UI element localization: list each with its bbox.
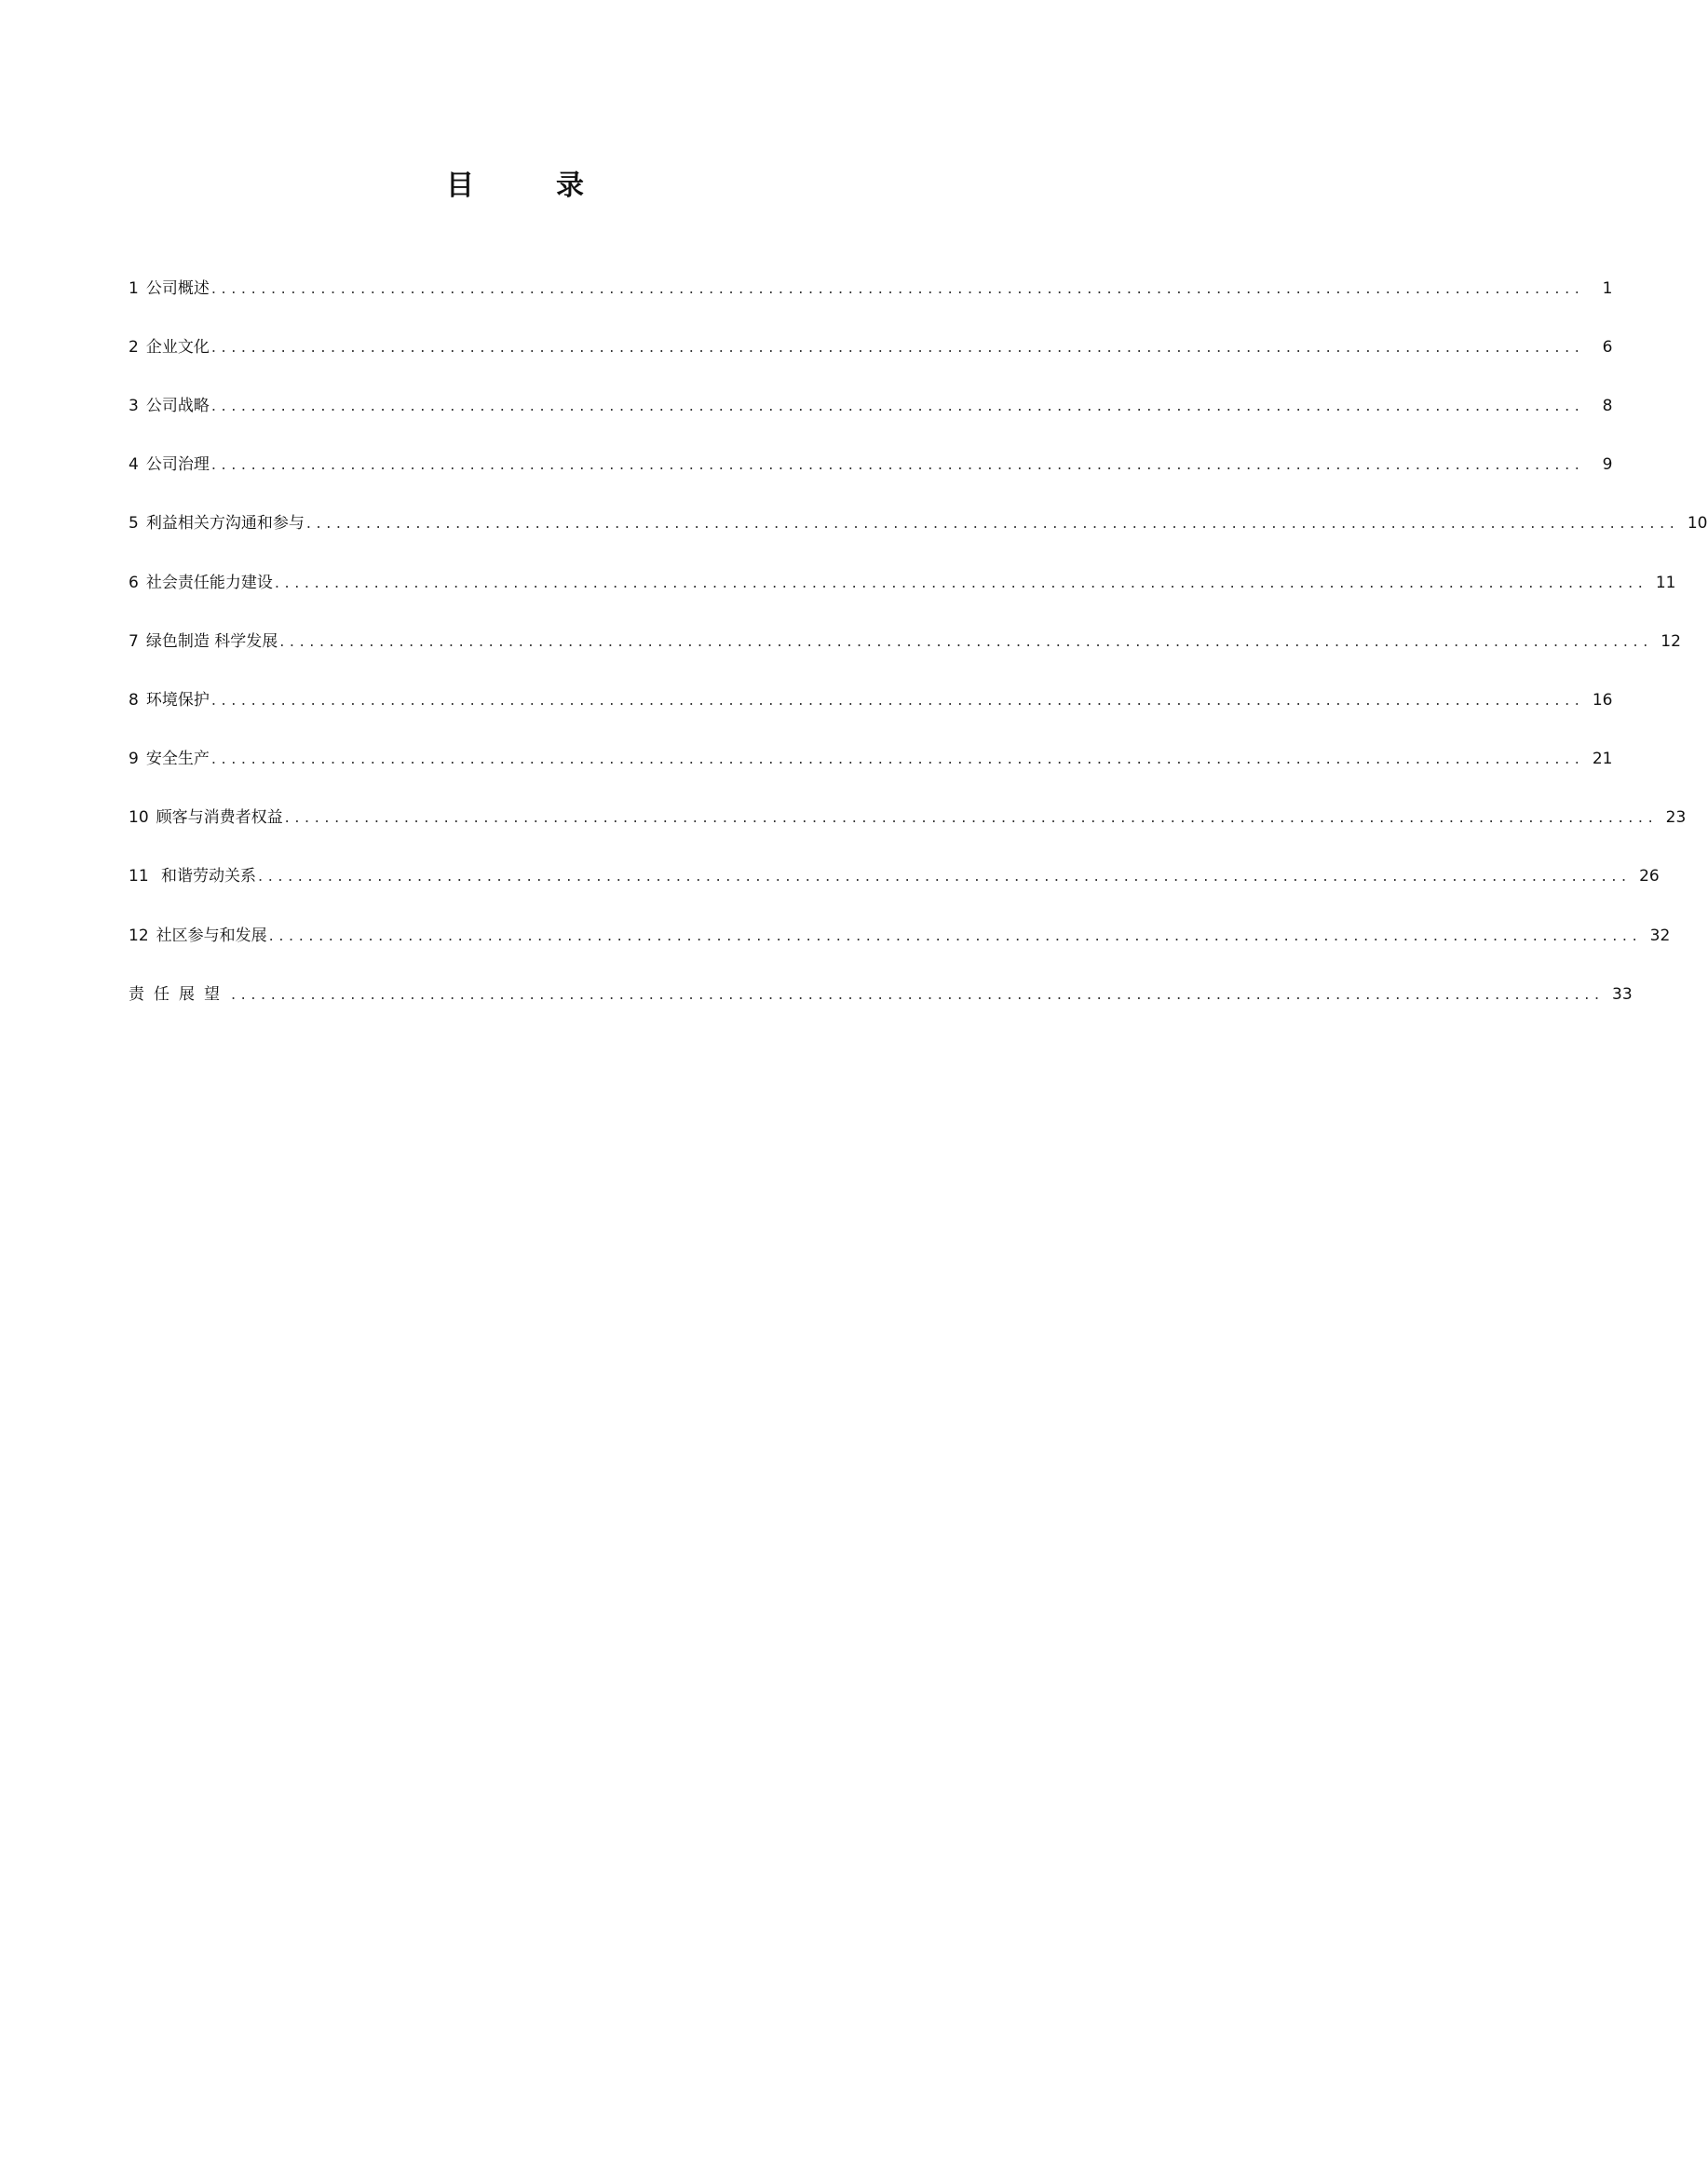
page-title	[0, 162, 1030, 203]
toc-entry-4[interactable]	[129, 436, 1613, 494]
toc-page-number: 1	[1602, 278, 1613, 298]
toc-dot-leader: ..........................................................................................................................................	[210, 455, 1585, 474]
toc-page-number: 10	[1687, 514, 1708, 534]
toc-entry-6[interactable]	[129, 553, 1676, 612]
toc-dot-leader: ..........................................................................................................................................	[279, 631, 1653, 650]
toc-page-number: 11	[1655, 573, 1676, 592]
toc-entry-8[interactable]	[129, 670, 1613, 729]
toc-entry-label: 3 公司战略	[129, 396, 210, 415]
toc-entry-label: 1 公司概述	[129, 278, 210, 298]
toc-dot-leader: ..........................................................................................................................................	[268, 926, 1643, 944]
toc-dot-leader: ..........................................................................................................................................	[274, 573, 1648, 591]
toc-dot-leader: ..........................................................................................................................................	[258, 867, 1632, 886]
toc-dot-leader: ..........................................................................................................................................	[284, 808, 1659, 827]
toc-page-number: 21	[1592, 750, 1613, 769]
toc-entry-label: 7 绿色制造 科学发展	[129, 631, 278, 651]
toc-entry-7[interactable]	[129, 612, 1681, 670]
toc-dot-leader: ..........................................................................................................................................	[231, 984, 1605, 1003]
toc-dot-leader: ..........................................................................................................................................	[305, 514, 1680, 533]
toc-entry-11[interactable]	[129, 847, 1660, 906]
toc-page-number: 26	[1639, 867, 1660, 886]
toc-page-number: 8	[1602, 396, 1613, 415]
toc-page-number: 33	[1612, 984, 1633, 1004]
toc-entry-label: 10 顾客与消费者权益	[129, 808, 283, 828]
toc-entry-10[interactable]	[129, 789, 1687, 847]
table-of-contents	[129, 259, 1708, 1023]
toc-entry-label: 8 环境保护	[129, 690, 210, 710]
toc-entry-2[interactable]	[129, 318, 1613, 376]
toc-entry-label: 11 和谐劳动关系	[129, 867, 257, 886]
toc-dot-leader: ..........................................................................................................................................	[210, 690, 1585, 709]
toc-dot-leader: ..........................................................................................................................................	[210, 278, 1585, 297]
toc-page-number: 6	[1602, 337, 1613, 357]
toc-entry-label: 5 利益相关方沟通和参与	[129, 514, 305, 534]
toc-entry-1[interactable]	[129, 259, 1613, 318]
toc-entry-5[interactable]	[129, 494, 1708, 553]
toc-page-number: 16	[1592, 690, 1613, 710]
toc-entry-label: 4 公司治理	[129, 455, 210, 475]
title-part-2: 录	[556, 169, 584, 202]
toc-entry-label: 6 社会责任能力建设	[129, 573, 273, 592]
toc-page-number: 9	[1602, 455, 1613, 475]
toc-page-number: 12	[1661, 631, 1681, 651]
toc-entry-label: 责任展望	[129, 984, 229, 1004]
toc-entry-12[interactable]	[129, 906, 1671, 965]
toc-page-number: 32	[1649, 926, 1671, 945]
toc-entry-3[interactable]	[129, 376, 1613, 435]
toc-dot-leader: ..........................................................................................................................................	[210, 396, 1585, 414]
toc-entry-label: 12 社区参与和发展	[129, 926, 267, 945]
toc-entry-outlook[interactable]	[129, 965, 1633, 1023]
toc-dot-leader: ..........................................................................................................................................	[210, 337, 1585, 356]
toc-entry-label: 2 企业文化	[129, 337, 210, 357]
toc-entry-9[interactable]	[129, 730, 1613, 789]
toc-entry-label: 9 安全生产	[129, 750, 210, 769]
title-part-1: 目	[446, 169, 474, 202]
toc-dot-leader: ..........................................................................................................................................	[210, 750, 1585, 768]
toc-page-number: 23	[1665, 808, 1687, 828]
